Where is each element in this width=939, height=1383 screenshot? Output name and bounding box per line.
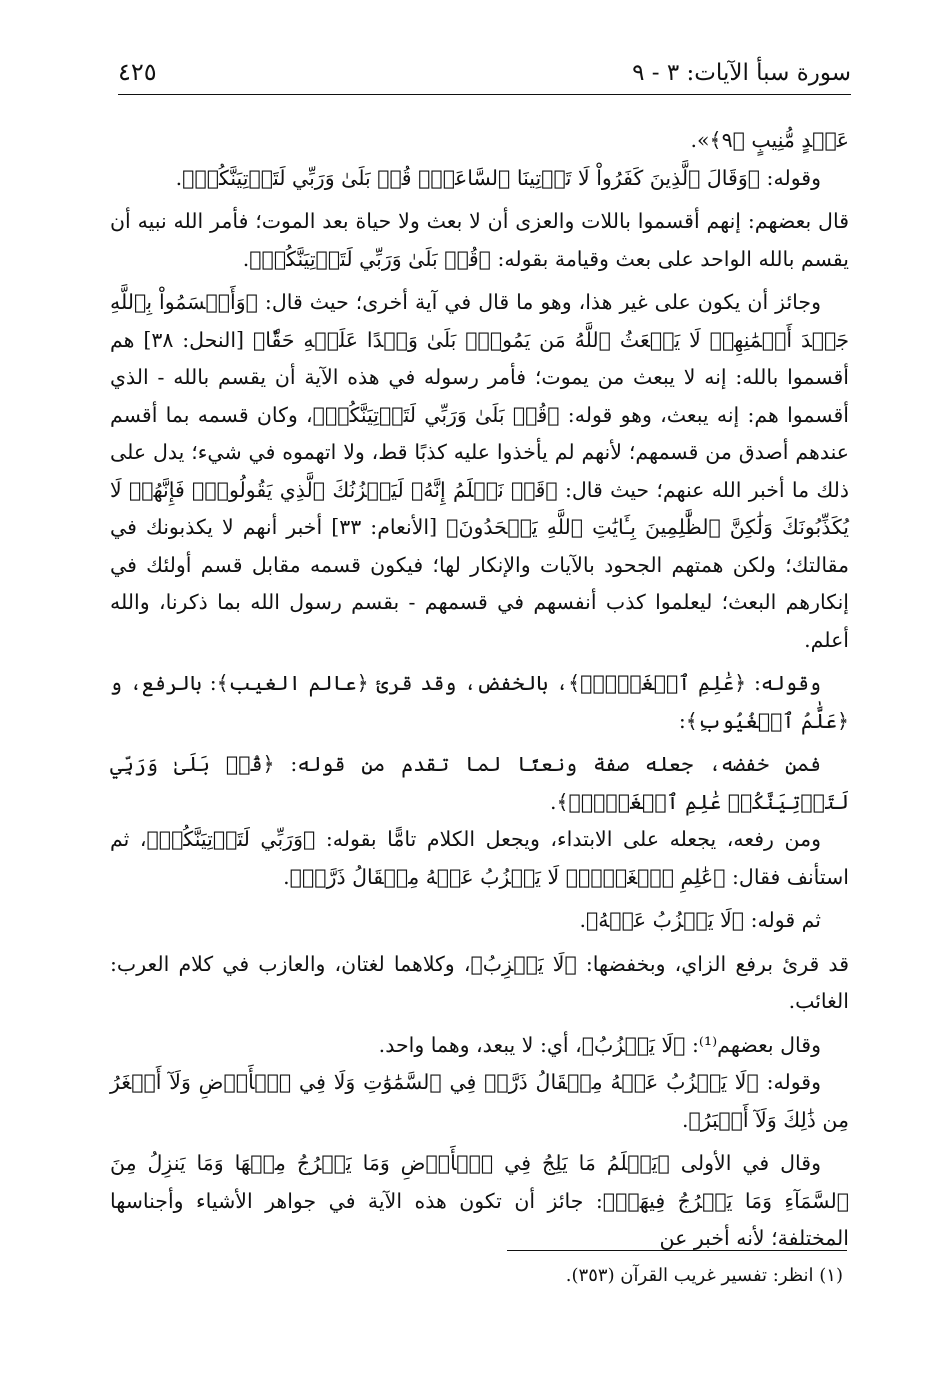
- paragraph-10: وقال بعضهم⁽¹⁾: ﴿لَا يَعۡزُبُ﴾، أي: لا يبعد، وهما واحد.: [378, 1032, 821, 1057]
- paragraph-4: وجائز أن يكون على غير هذا، وهو ما قال في آية أخرى؛ حيث قال: ﴿وَأَقۡسَمُواْ بِٱللَّهِ جَهۡدَ أَيۡمَٰنِهِمۡ لَا يَبۡعَثُ ٱللَّهُ مَن يَمُوتُۚ بَلَىٰ وَعۡدًا عَلَيۡهِ حَقّٗا﴾ [النحل: ٣٨] هم أقسموا بالله: إنه لا يبعث من يموت؛ فأمر رسوله في هذه الآية أن يقسم بالله - الذي أقسموا هم: إنه يبعث، وهو قوله: ﴿قُلۡ بَلَىٰ وَرَبِّي لَتَأۡتِيَنَّكُمۡ﴾، وكان قسمه بما أقسم عندهم أصدق من قسمهم؛ لأنهم لم يأخذوا عليه كذبًا قط، ولا اتهموه في شيء؛ يدل على ذلك ما أخبر الله عنهم؛ حيث قال: ﴿قَدۡ نَعۡلَمُ إِنَّهُۥ لَيَحۡزُنُكَ ٱلَّذِي يَقُولُونَۖ فَإِنَّهُمۡ لَا يُكَذِّبُونَكَ وَلَٰكِنَّ ٱلظَّٰلِمِينَ بِـَٔايَٰتِ ٱللَّهِ يَجۡحَدُونَ﴾ [الأنعام: ٣٣] أخبر أنهم لا يكذبونك في مقالتك؛ ولكن همتهم الجحود بالآيات والإنكار لها؛ فيكون قسمه مقابل قسم أولئك في إنكارهم البعث؛ ليعلموا كذب أنفسهم في قسمهم - بقسم رسول الله بما ذكرنا، والله أعلم.: [110, 290, 849, 652]
- paragraph-2: وقوله: ﴿وَقَالَ ٱلَّذِينَ كَفَرُواْ لَا تَأۡتِينَا ٱلسَّاعَةُۖ قُلۡ بَلَىٰ وَرَبِّي لَتَأۡتِيَنَّكُمۡ﴾.: [175, 165, 821, 190]
- footnote: (١) انظر: تفسير غريب القرآن (٣٥٣).: [565, 1265, 843, 1286]
- footnote-divider: [507, 1250, 847, 1251]
- paragraph-5: وقوله: ﴿عَٰلِمِ ٱلۡغَيۡبِۖ﴾، بالخفض، وقد قرئ ﴿عالم الغيب﴾: بالرفع، و ﴿عَلَّٰمُ ٱلۡغُيُوبِ﴾:: [110, 671, 849, 733]
- paragraph-3: قال بعضهم: إنهم أقسموا باللات والعزى أن لا بعث ولا حياة بعد الموت؛ فأمر الله نبيه أن يقسم بالله الواحد على بعث وقيامة بقوله: ﴿قُلۡ بَلَىٰ وَرَبِّي لَتَأۡتِيَنَّكُمۡ﴾.: [110, 209, 849, 271]
- paragraph-1: عَبۡدٍ مُّنِيبٍ ﴿٩﴾».: [690, 128, 849, 152]
- surah-title: سورة سبأ الآيات: ٣ - ٩: [632, 60, 851, 86]
- paragraph-12: وقال في الأولى ﴿يَعۡلَمُ مَا يَلِجُ فِي ٱلۡأَرۡضِ وَمَا يَخۡرُجُ مِنۡهَا وَمَا يَنزِلُ مِنَ ٱلسَّمَآءِ وَمَا يَعۡرُجُ فِيهَاۚ﴾: جائز أن تكون هذه الآية في جواهر الأشياء وأجناسها المختلفة؛ لأنه أخبر عن: [110, 1151, 849, 1250]
- paragraph-8: ثم قوله: ﴿لَا يَعۡزُبُ عَنۡهُ﴾.: [579, 908, 821, 932]
- paragraph-6: فمن خفضه، جعله صفة ونعتًا لما تقدم من قوله: ﴿قُلۡ بَلَىٰ وَرَبِّي لَتَأۡتِيَنَّكُمۡ عَٰلِمِ ٱلۡغَيۡبِۖ﴾.: [110, 752, 849, 814]
- paragraph-9: قد قرئ برفع الزاي، وبخفضها: ﴿لَا يَعۡزِبُ﴾، وكلاهما لغتان، والعازب في كلام العرب: الغائب.: [110, 951, 849, 1013]
- paragraph-11: وقوله: ﴿لَا يَعۡزُبُ عَنۡهُ مِثۡقَالُ ذَرَّةٖ فِي ٱلسَّمَٰوَٰتِ وَلَا فِي ٱلۡأَرۡضِ وَلَآ أَصۡغَرُ مِن ذَٰلِكَ وَلَآ أَكۡبَرُ﴾.: [110, 1070, 849, 1132]
- page-number: ٤٢٥: [118, 58, 157, 86]
- main-text: [110, 122, 849, 1258]
- paragraph-7: ومن رفعه، يجعله على الابتداء، ويجعل الكلام تامًّا بقوله: ﴿وَرَبِّي لَتَأۡتِيَنَّكُمۡ﴾، ثم استأنف فقال: ﴿عَٰلِمِ ٱلۡغَيۡبِۖ لَا يَعۡزُبُ عَنۡهُ مِثۡقَالُ ذَرَّةٖ﴾.: [110, 827, 849, 889]
- running-header: [118, 52, 851, 95]
